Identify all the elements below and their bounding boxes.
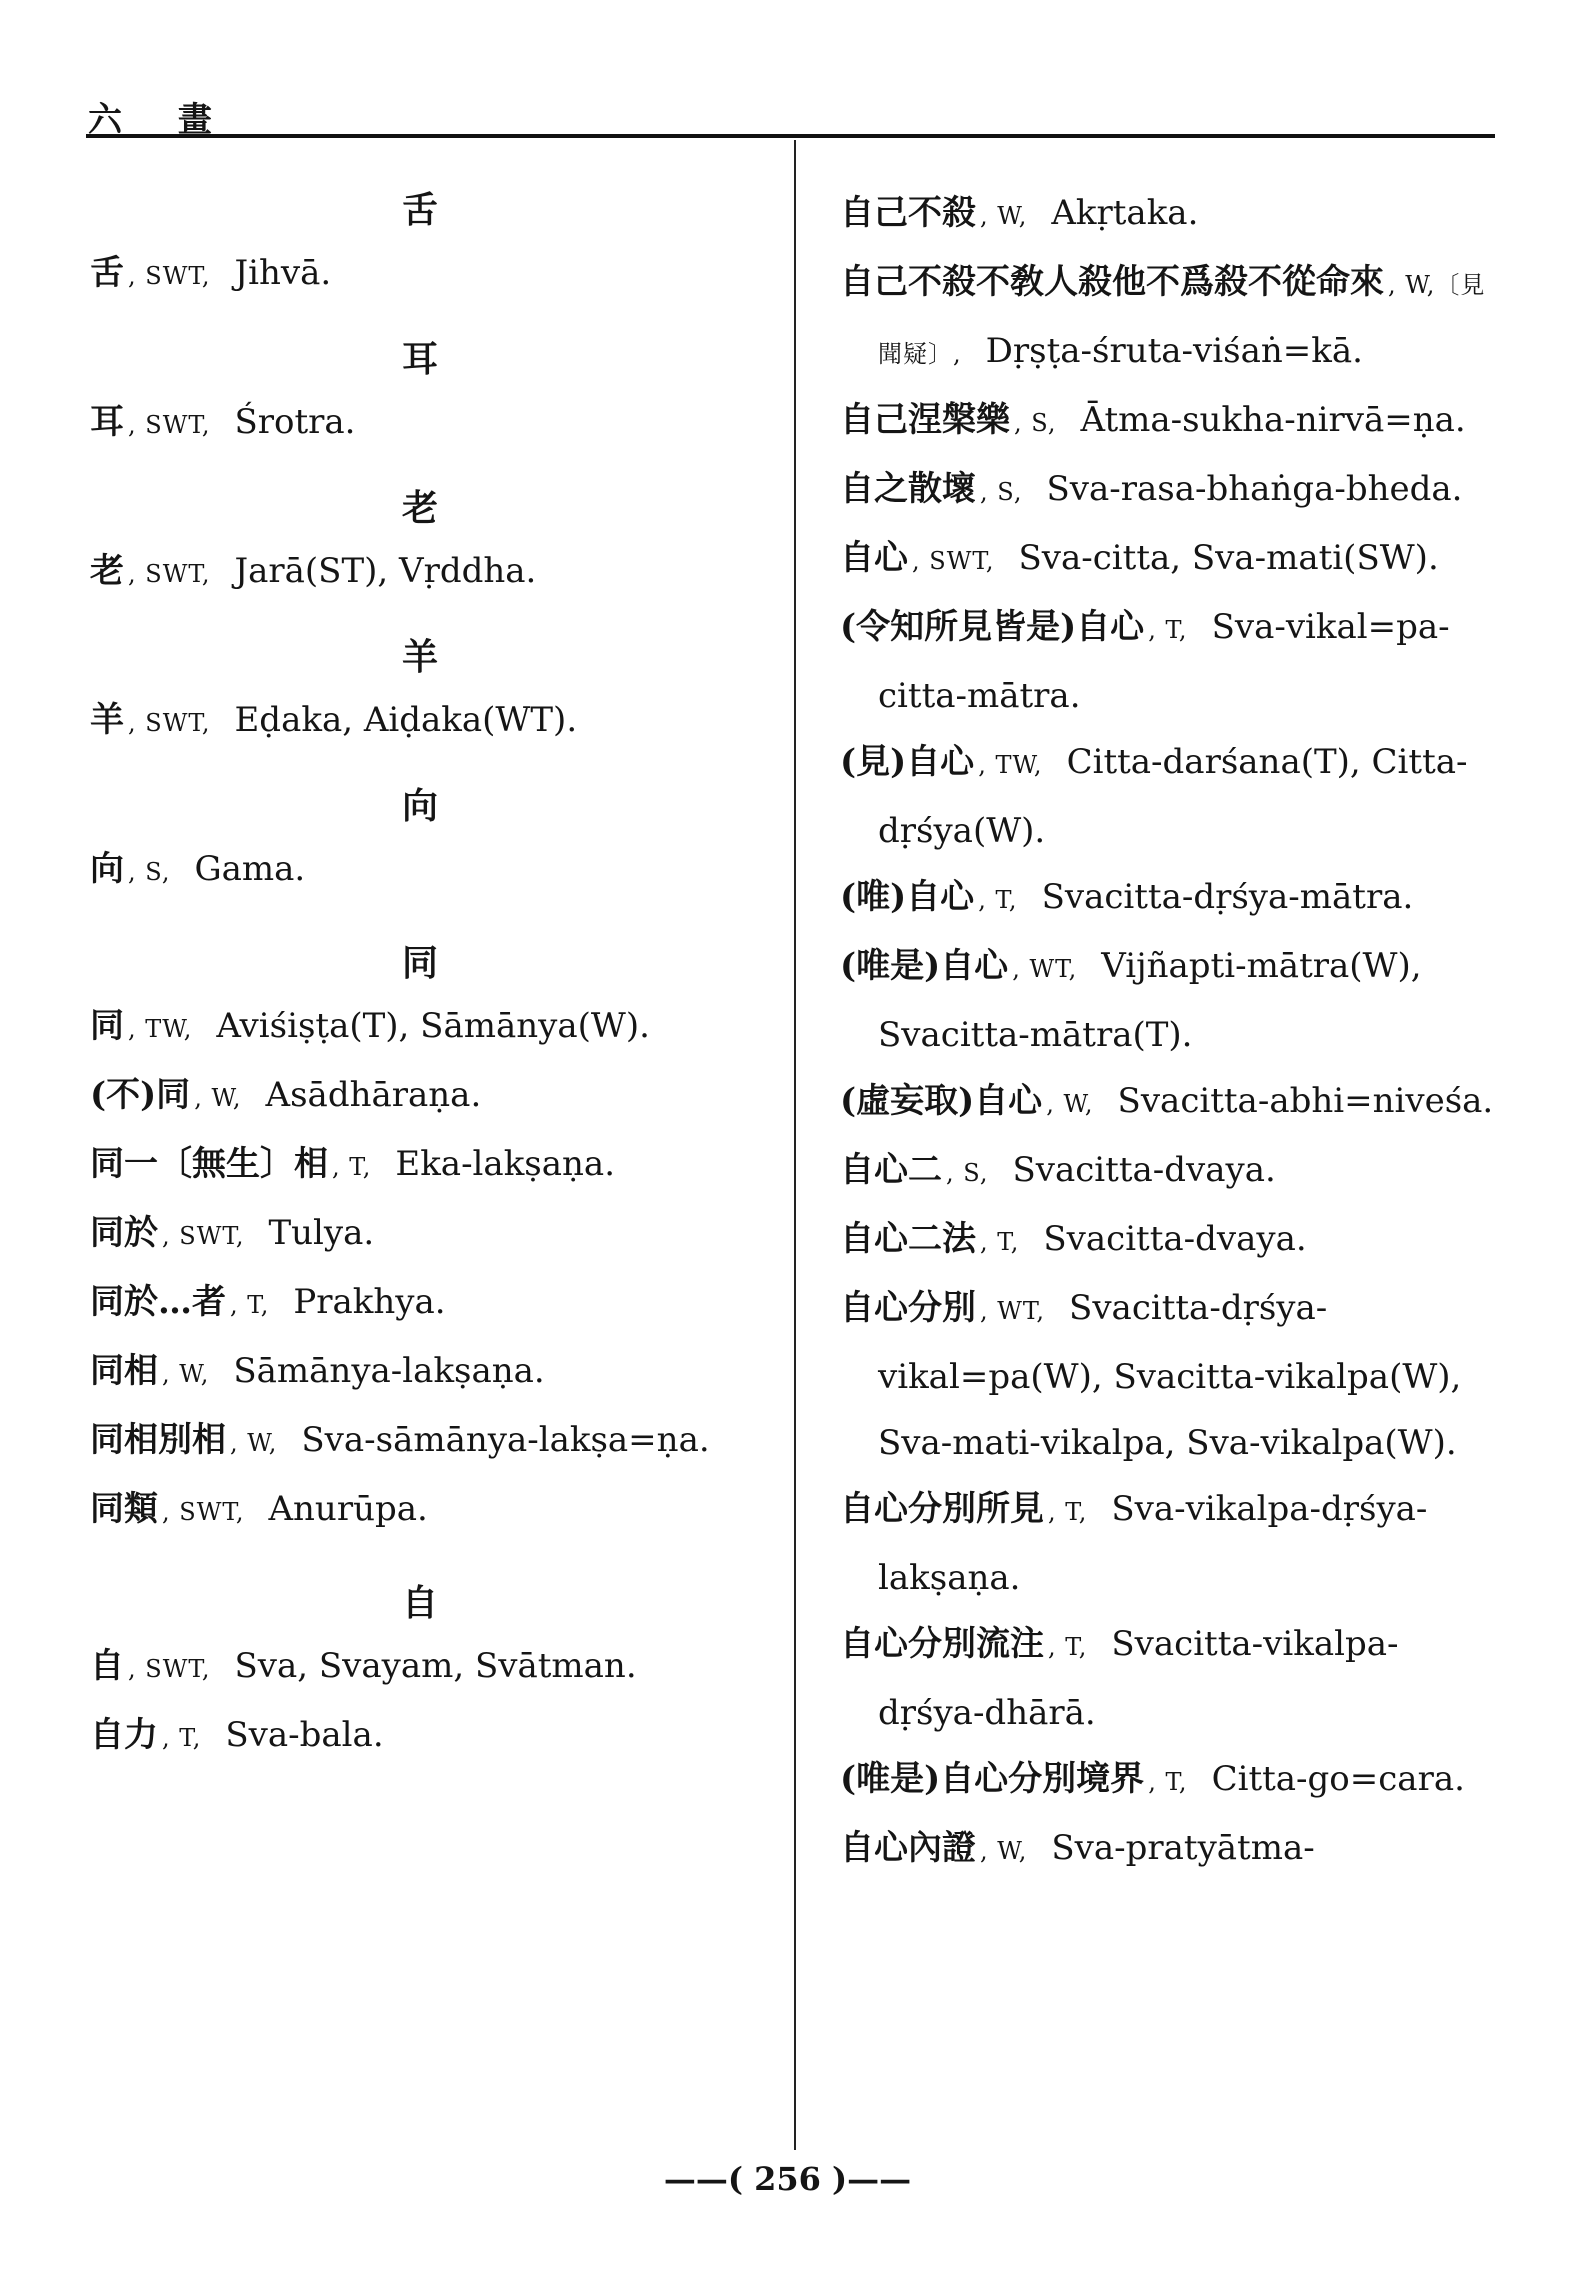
dictionary-entry [90,993,750,1062]
entry-sanskrit: Sva-bala. [225,1715,384,1755]
right-column [840,180,1500,1884]
dictionary-entry [90,1200,750,1269]
header-rule [86,134,1495,138]
entry-sanskrit: Prakhya. [293,1282,446,1322]
entry-sanskrit: Svacitta-dvaya. [1012,1150,1276,1190]
entry-sanskrit: Jihvā. [234,253,332,293]
entry-term: 自心分別流注 [840,1624,1044,1664]
dictionary-entry [90,1131,750,1200]
entry-source: , T, [332,1153,372,1181]
entry-source: , S, [128,858,171,886]
dictionary-entry [840,249,1500,387]
dictionary-entry [840,1746,1500,1815]
entry-source: , T, [980,1228,1020,1256]
section-heading: 羊 [401,636,438,678]
entry-sanskrit: Asādhāraṇa. [265,1075,482,1115]
dictionary-entry [840,1137,1500,1206]
dictionary-entry [840,864,1500,933]
dictionary-entry [90,1338,750,1407]
entry-sanskrit: Citta-darśana(T), Citta-dṛśya(W). [878,742,1468,851]
entry-source: , W, [1046,1090,1094,1118]
dictionary-entry [840,525,1500,594]
entry-sanskrit: Svacitta-vikalpa-dṛśya-dhārā. [878,1624,1399,1733]
entry-term: 自之散壞 [840,469,976,509]
entry-sanskrit: Eḍaka, Aiḍaka(WT). [234,700,578,740]
entry-source: , T, [1048,1633,1088,1661]
entry-sanskrit: Jarā(ST), Vṛddha. [234,551,537,591]
section-heading: 耳 [401,338,438,380]
entry-source: , T, [978,886,1018,914]
entry-term: 羊 [90,700,124,740]
dictionary-entry [90,687,750,756]
dictionary-entry [90,1702,750,1771]
dictionary-entry [840,456,1500,525]
entry-source: , SWT, [128,411,211,439]
entry-source: , S, [1014,409,1057,437]
dictionary-entry [840,1206,1500,1275]
entry-source: , W, [980,1837,1028,1865]
entry-sanskrit: Svacitta-abhi=niveśa. [1117,1081,1494,1121]
entry-source: , T, [162,1724,202,1752]
entry-term: 自己涅槃樂 [840,400,1010,440]
dictionary-entry [90,1407,750,1476]
entry-sanskrit: Ātma-sukha-nirvā=ṇa. [1080,400,1466,440]
section-heading: 向 [401,785,438,827]
entry-source: , SWT, [128,262,211,290]
entry-term: (見)自心 [840,742,975,782]
entry-sanskrit: Citta-go=cara. [1211,1759,1465,1799]
entry-term: (不)同 [90,1075,191,1115]
dictionary-entry [840,933,1500,1068]
entry-term: 同於 [90,1213,158,1253]
entry-source: , SWT, [128,1655,211,1683]
section-heading: 老 [401,487,438,529]
entry-sanskrit: Svacitta-dṛśya-vikal=pa(W), Svacitta-vikalpa(W), Sva-mati-vikalpa, Sva-vikalpa(W). [878,1288,1462,1463]
entry-term: 自心分別 [840,1288,976,1328]
entry-source: , W, [230,1429,278,1457]
dictionary-entry [840,1068,1500,1137]
entry-term: (唯是)自心分別境界 [840,1759,1145,1799]
entry-sanskrit: Sva-vikalpa-dṛśya-lakṣaṇa. [878,1489,1428,1598]
entry-term: 老 [90,551,124,591]
entry-sanskrit: Sva-pratyātma- [1051,1828,1315,1868]
entry-term: 自 [90,1646,124,1686]
entry-source: , SWT, [912,547,995,575]
column-divider [794,140,796,2150]
entry-sanskrit: Sva-rasa-bhaṅga-bheda. [1046,469,1463,509]
dictionary-entry [90,538,750,607]
entry-term: 同於…者 [90,1282,226,1322]
entry-sanskrit: Tulya. [268,1213,375,1253]
left-column [90,180,750,1771]
entry-term: 自己不殺 [840,193,976,233]
entry-source: , S, [980,478,1023,506]
entry-term: 舌 [90,253,124,293]
entry-sanskrit: Sva-sāmānya-lakṣa=ṇa. [301,1420,710,1460]
entry-sanskrit: Sāmānya-lakṣaṇa. [233,1351,545,1391]
entry-source: , T, [1148,1768,1188,1796]
entry-sanskrit: Anurūpa. [268,1489,428,1529]
dictionary-entry [840,594,1500,729]
entry-sanskrit: Dṛṣṭa-śruta-viśaṅ=kā. [985,331,1363,371]
entry-source: , SWT, [162,1222,245,1250]
dictionary-entry [840,387,1500,456]
dictionary-entry [90,1476,750,1545]
entry-sanskrit: Vijñapti-mātra(W), Svacitta-mātra(T). [878,946,1422,1055]
entry-term: (虛妄取)自心 [840,1081,1043,1121]
entry-source: , W, [194,1084,242,1112]
entry-source: , SWT, [162,1498,245,1526]
entry-source: , WT, [1012,955,1078,983]
dictionary-entry [90,240,750,309]
section-heading: 舌 [401,189,438,231]
entry-sanskrit: Śrotra. [234,402,356,442]
entry-term: 同 [90,1006,124,1046]
entry-sanskrit: Aviśiṣṭa(T), Sāmānya(W). [216,1006,650,1046]
dictionary-entry [90,389,750,458]
entry-sanskrit: Sva-vikal=pa-citta-mātra. [878,607,1450,716]
dictionary-entry [840,1476,1500,1611]
entry-term: (唯)自心 [840,877,975,917]
dictionary-entry [840,1815,1500,1884]
dictionary-entry [840,1611,1500,1746]
entry-source: , TW, [978,751,1043,779]
entry-sanskrit: Svacitta-dṛśya-mātra. [1041,877,1414,917]
entry-term: (唯是)自心 [840,946,1009,986]
entry-source: , T, [1048,1498,1088,1526]
entry-term: 自心二法 [840,1219,976,1259]
page-header: 六 畫 [88,100,234,140]
section-heading: 自 [401,1582,438,1624]
dictionary-entry [840,180,1500,249]
entry-source: , SWT, [128,709,211,737]
page-number: ——( 256 )—— [663,2160,912,2198]
entry-term: 自心內證 [840,1828,976,1868]
dictionary-entry [90,1633,750,1702]
section-heading: 同 [401,942,438,984]
dictionary-entry [90,1062,750,1131]
entry-sanskrit: Svacitta-dvaya. [1043,1219,1307,1259]
entry-sanskrit: Sva-citta, Sva-mati(SW). [1018,538,1439,578]
entry-source: , T, [230,1291,270,1319]
entry-term: 自心分別所見 [840,1489,1044,1529]
entry-source: , W,〔見聞疑〕, [878,271,1486,368]
dictionary-entry [90,836,750,905]
entry-term: 自力 [90,1715,158,1755]
entry-term: 同相 [90,1351,158,1391]
entry-source: , W, [162,1360,210,1388]
dictionary-entry [840,1275,1500,1476]
entry-sanskrit: Akṛtaka. [1051,193,1199,233]
entry-source: , WT, [980,1297,1046,1325]
entry-term: 向 [90,849,124,889]
entry-source: , S, [946,1159,989,1187]
entry-sanskrit: Eka-lakṣaṇa. [395,1144,615,1184]
entry-source: , T, [1148,616,1188,644]
entry-term: 同一〔無生〕相 [90,1144,328,1184]
entry-term: 耳 [90,402,124,442]
dictionary-entry [840,729,1500,864]
entry-term: 自心 [840,538,908,578]
entry-term: (令知所見皆是)自心 [840,607,1145,647]
entry-source: , TW, [128,1015,193,1043]
dictionary-entry [90,1269,750,1338]
entry-sanskrit: Gama. [194,849,306,889]
entry-sanskrit: Sva, Svayam, Svātman. [234,1646,637,1686]
entry-term: 同類 [90,1489,158,1529]
entry-term: 自心二 [840,1150,942,1190]
entry-source: , SWT, [128,560,211,588]
entry-term: 同相別相 [90,1420,226,1460]
entry-term: 自己不殺不敎人殺他不爲殺不從命來 [840,262,1384,302]
entry-source: , W, [980,202,1028,230]
